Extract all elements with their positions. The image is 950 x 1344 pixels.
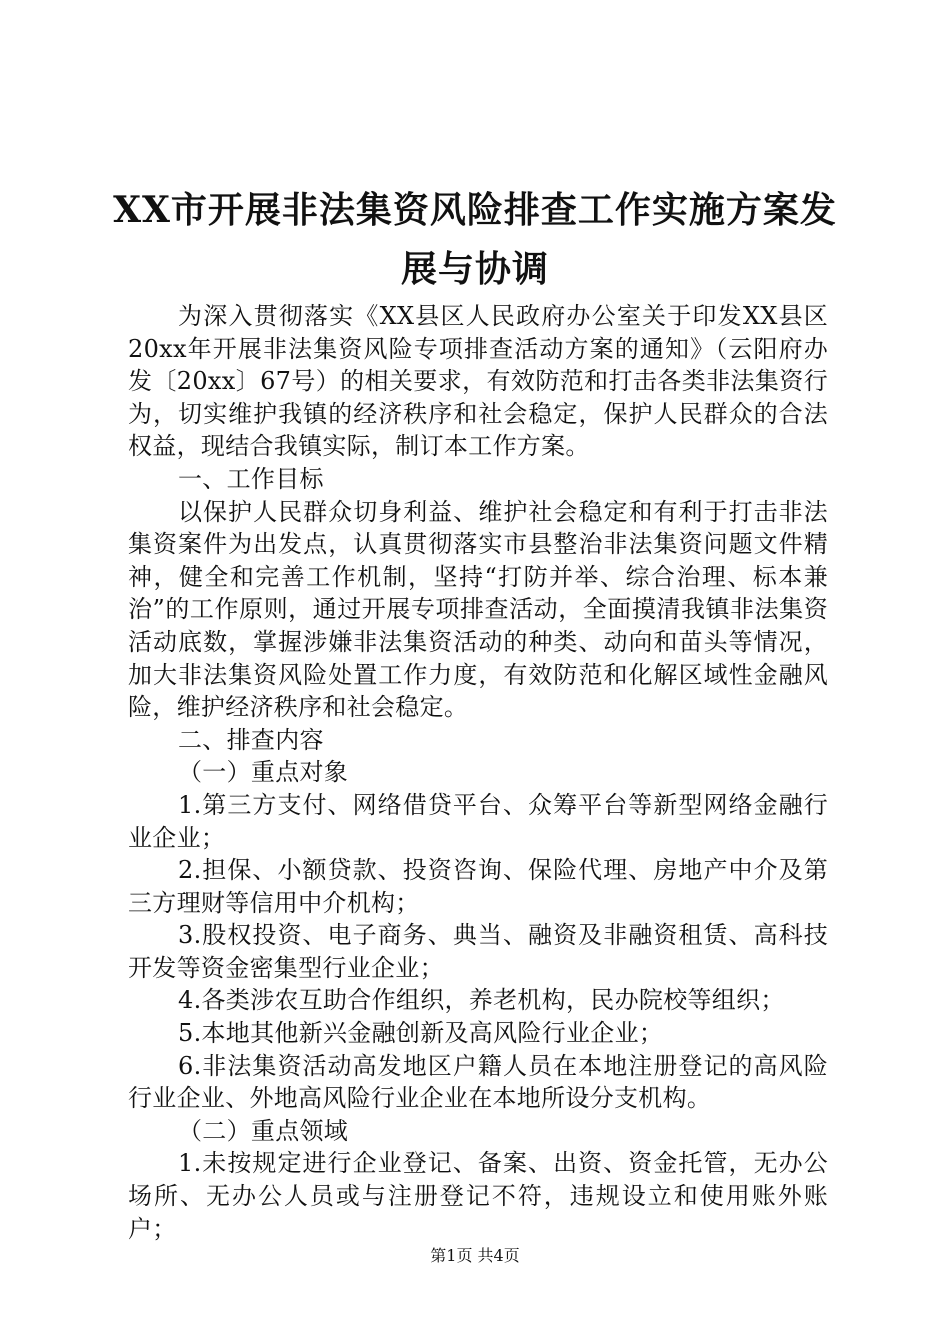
list-item: 1.第三方支付、网络借贷平台、众筹平台等新型网络金融行业企业； (128, 790, 828, 852)
section-heading-inspection-content: 二、排查内容 (178, 725, 324, 754)
work-goal-paragraph: 以保护人民群众切身利益、维护社会稳定和有利于打击非法集资案件为出发点，认真贯彻落实市县整治非法集资问题文件精神，健全和完善工作机制，坚持“打防并举、综合治理、标本兼治”的工作原则，通过开展专项排查活动，全面摸清我镇非法集资活动底数，掌握涉嫌非法集资活动的种类、动向和苗头等情况，加大非法集资风险处置工作力度，有效防范和化解区域性金融风险，维护经济秩序和社会稳定。 (128, 497, 828, 722)
section-heading-work-goal: 一、工作目标 (178, 464, 324, 493)
list-item: 1.未按规定进行企业登记、备案、出资、资金托管，无办公场所、无办公人员或与注册登记不符，违规设立和使用账外账户； (128, 1149, 828, 1243)
document-title-line-1: XX市开展非法集资风险排查工作实施方案发 (113, 189, 837, 231)
list-item: 2.担保、小额贷款、投资咨询、保险代理、房地产中介及第三方理财等信用中介机构； (128, 856, 828, 917)
subheading-key-areas: （二）重点领域 (178, 1116, 349, 1145)
intro-paragraph: 为深入贯彻落实《XX县区人民政府办公室关于印发XX县区20xx年开展非法集资风险专项排查活动方案的通知》（云阳府办发〔20xx〕67号）的相关要求，有效防范和打击各类非法集资行为，切实维护我镇的经济秩序和社会稳定，保护人民群众的合法权益，现结合我镇实际，制订本工作方案。 (128, 302, 828, 461)
subheading-key-targets: （一）重点对象 (178, 758, 349, 787)
document-body (128, 300, 828, 1245)
list-item: 5.本地其他新兴金融创新及高风险行业企业； (178, 1019, 664, 1048)
list-item: 4.各类涉农互助合作组织，养老机构，民办院校等组织； (178, 986, 785, 1015)
list-item: 6.非法集资活动高发地区户籍人员在本地注册登记的高风险行业企业、外地高风险行业企业在本地所设分支机构。 (128, 1051, 828, 1113)
page-footer: 第1页 共4页 (430, 1246, 520, 1265)
document-title-line-2: 展与协调 (400, 248, 549, 290)
list-item: 3.股权投资、电子商务、典当、融资及非融资租赁、高科技开发等资金密集型行业企业； (128, 921, 828, 982)
